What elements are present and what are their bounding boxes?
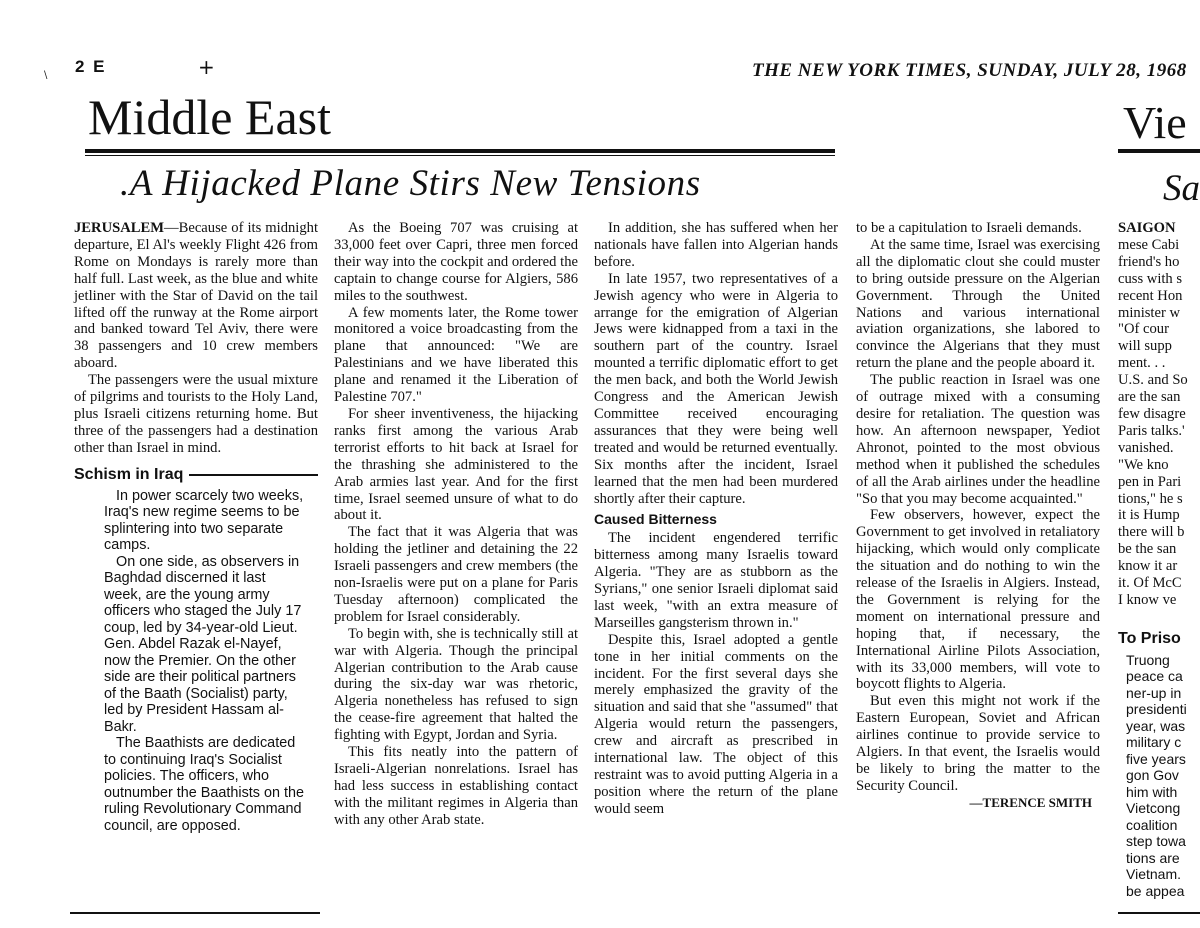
fragment-line: Paris talks.'	[1118, 422, 1185, 439]
sidebar-title-text: Schism in Iraq	[74, 465, 184, 483]
fragment-line: ner-up in	[1126, 684, 1182, 701]
fragment-line: presidenti	[1126, 701, 1187, 718]
fragment-line: him with	[1126, 783, 1178, 800]
fragment-line: be the san	[1118, 541, 1177, 558]
section-title-right-fragment: Vie	[1123, 97, 1187, 148]
fragment-line: SAIGON	[1118, 220, 1176, 236]
lead-paragraph	[74, 220, 318, 372]
article-headline: .A Hijacked Plane Stirs New Tensions	[120, 163, 701, 204]
sidebar-box	[74, 488, 318, 835]
fragment-line: I know ve	[1118, 591, 1177, 608]
page-number: 2 E	[75, 57, 107, 76]
fragment-line: Truong	[1126, 651, 1170, 668]
bottom-rule-1	[70, 912, 320, 914]
fragment-line: peace ca	[1126, 668, 1183, 685]
fragment-line: tions are	[1126, 849, 1180, 866]
right-article-fragment	[1118, 220, 1200, 920]
sidebar-paragraph: In power scarcely two weeks, Iraq's new regime seems to be splintering into two separate camps.	[104, 487, 304, 554]
crosshead: Caused Bitterness	[594, 511, 717, 528]
paragraph: But even this might not work if the Eastern European, Soviet and African airlines continue to provide service to Algiers. In that event, the Israelis would be likely to bring the matter to the Security Council.	[856, 693, 1100, 794]
paragraph: to be a capitulation to Israeli demands.	[856, 220, 1082, 236]
paragraph: The public reaction in Israel was one of outrage mixed with a consuming desire for retaliation. The question was how. An afternoon newspaper, Yediot Ahronot, pointed to the most obvious method when it published the schedules of all the Arab airlines under the headline "So that you may become acquainted."	[856, 372, 1100, 507]
section-title: Middle East	[88, 89, 332, 145]
registration-mark: +	[198, 55, 215, 79]
fragment-line: "We kno	[1118, 456, 1169, 473]
article-column-3	[594, 220, 838, 818]
article-column-1	[74, 220, 318, 834]
fragment-line: Vietcong	[1126, 800, 1181, 817]
byline: —TERENCE SMITH	[969, 794, 1092, 810]
fragment-line: cuss with s	[1118, 270, 1183, 287]
paragraph: The fact that it was Algeria that was holding the jetliner and detaining the 22 Israeli passengers and crew members (the non-Israelis were put on a plane for Paris Tuesday afternoon) complicated the problem for Israel considerably.	[334, 524, 578, 625]
paragraph: In late 1957, two representatives of a Jewish agency who were in Algeria to arrange for the emigration of Algerian Jews were kidnapped from a taxi in the southern part of the country. Israel mounted a terrific diplomatic effort to get the men back, and both the World Jewish Congress and the American Jewish Committee received encouraging assurances that they were being well treated and would be returned eventually. Six months after the incident, Israel learned that the men had been murdered shortly after their capture.	[594, 270, 838, 507]
section-rule	[85, 149, 835, 153]
section-rule-thin	[85, 155, 835, 156]
fragment-line: know it ar	[1118, 558, 1178, 575]
paragraph: At the same time, Israel was exercising all the diplomatic clout she could muster to bring outside pressure on the Algerian Government. Through the United Nations and various international aviation organizations, she labored to convince the Algerians that they must return the plane and the people aboard it.	[856, 236, 1100, 372]
fragment-line: recent Hon	[1118, 287, 1183, 304]
fragment-line: there will b	[1118, 524, 1185, 541]
right-fragment-subhead	[1118, 631, 1200, 648]
sidebar-title	[74, 467, 318, 484]
masthead: THE NEW YORK TIMES, SUNDAY, JULY 28, 1968	[752, 60, 1187, 81]
fragment-line: vanished.	[1118, 439, 1174, 456]
paragraph: In addition, she has suffered when her nationals have fallen into Algerian hands before.	[594, 220, 838, 270]
fragment-line: friend's ho	[1118, 253, 1180, 270]
fragment-line: coalition	[1126, 816, 1178, 833]
right-fragment-text-b	[1118, 652, 1200, 900]
fragment-line: minister w	[1118, 304, 1181, 321]
fragment-line: will supp	[1118, 338, 1172, 355]
article-column-4	[856, 220, 1100, 812]
fragment-line: are the san	[1118, 389, 1181, 406]
paragraph: As the Boeing 707 was cruising at 33,000 feet over Capri, three men forced their way into the cockpit and ordered the captain to change course for Algiers, 586 miles to the southwest.	[334, 220, 578, 304]
sidebar-paragraph: The Baathists are dedicated to continuing Iraq's Socialist policies. The officers, who outnumber the Baathists on the ruling Revolutionary Command council, are opposed.	[104, 735, 305, 834]
fragment-line: military c	[1126, 734, 1182, 751]
fragment-line: gon Gov	[1126, 767, 1179, 784]
fragment-line: pen in Pari	[1118, 473, 1182, 490]
sidebar-title-rule	[189, 474, 318, 476]
fragment-line: five years	[1126, 750, 1186, 767]
fragment-line: ment. . .	[1118, 355, 1166, 372]
right-fragment-text-a	[1118, 220, 1200, 609]
paragraph: This fits neatly into the pattern of Israeli-Algerian nonrelations. Israel has had less success in establishing contact with the militant regimes in Algeria than with any other Arab state.	[334, 744, 578, 828]
fragment-line: tions," he s	[1118, 490, 1183, 507]
paragraph: To begin with, she is technically still at war with Algeria. Though the principal Algerian contribution to the Arab cause during the six-day war was rhetoric, Algeria nonetheless has refused to sign the cease-fire agreement that halted the fighting with Egypt, Jordan and Syria.	[334, 625, 578, 744]
right-headline-fragment: Sa	[1163, 168, 1200, 209]
fragment-line: U.S. and So	[1118, 372, 1188, 389]
paragraph: For sheer inventiveness, the hijacking ranks first among the various Arab terrorist efforts to hit back at Israel for the thrashing she administered to the Arab armies last year. And for the first time, Israel seemed unsure of what to do about it.	[334, 405, 578, 524]
section-rule-right	[1118, 149, 1200, 153]
fragment-line: few disagre	[1118, 405, 1186, 422]
paragraph: Few observers, however, expect the Government to get involved in retaliatory hijacking, which would only complicate the situation and do nothing to win the release of the Israelis in Algiers. Instead, the Government is relying for the moment on international pressure and hoping that, if necessary, the International Airline Pilots Association, with its 33,000 members, will vote to boycott flights to Algeria.	[856, 507, 1100, 693]
paragraph: A few moments later, the Rome tower monitored a voice broadcasting from the plane that announced: "We are Palestinians and we have liberated this plane and renamed it the Liberation of Palestine 707."	[334, 304, 578, 406]
paragraph: Despite this, Israel adopted a gentle tone in her initial comments on the incident. For the first several days she merely emphasized the gravity of the situation and said that she "assumed" that Algeria would return the passengers, crew and aircraft as prescribed in international law. The object of this restraint was to avoid putting Algeria in a position where the return of the plane would seem	[594, 631, 838, 817]
paragraph: The incident engendered terrific bitterness among many Israelis toward Algeria. "They are as stubborn as the Syrians," one senior Israeli diplomat said last week, "with an extra measure of Marseilles gangsterism thrown in."	[594, 530, 838, 631]
paragraph: The passengers were the usual mixture of pilgrims and tourists to the Holy Land, plus Israeli citizens returning home. But three of the passengers had a destination other than Israel in mind.	[74, 372, 318, 456]
dateline: JERUSALEM	[74, 220, 165, 236]
margin-mark: \	[44, 70, 48, 81]
article-column-2	[334, 220, 578, 829]
fragment-line: it. Of McC	[1118, 575, 1182, 592]
right-fragment-subhead-text: To Priso	[1118, 629, 1181, 647]
bottom-rule-5	[1118, 912, 1200, 914]
lead-text: —Because of its midnight departure, El Al's weekly Flight 426 from Rome on Mondays is rarely more than half full. Last week, as the blue and white jetliner with the Star of David on the tail lifted off the runway at the Rome airport and banked toward Tel Aviv, there were 38 passengers and 10 crew members aboard.	[74, 220, 318, 372]
fragment-line: be appea	[1126, 882, 1185, 899]
fragment-line: year, was	[1126, 717, 1186, 734]
fragment-line: step towa	[1126, 833, 1186, 850]
fragment-line: it is Hump	[1118, 507, 1180, 524]
fragment-line: mese Cabi	[1118, 236, 1180, 253]
fragment-line: Vietnam.	[1126, 866, 1181, 883]
sidebar-paragraph: On one side, as observers in Baghdad discerned it last week, are the young army officers who staged the July 17 coup, led by 34-year-old Lieut. Gen. Abdel Razak el-Nayef, now the Premier. On the other side are their political partners of the Baath (Socialist) party, led by President Hassam al-Bakr.	[104, 553, 302, 735]
fragment-line: "Of cour	[1118, 321, 1169, 338]
